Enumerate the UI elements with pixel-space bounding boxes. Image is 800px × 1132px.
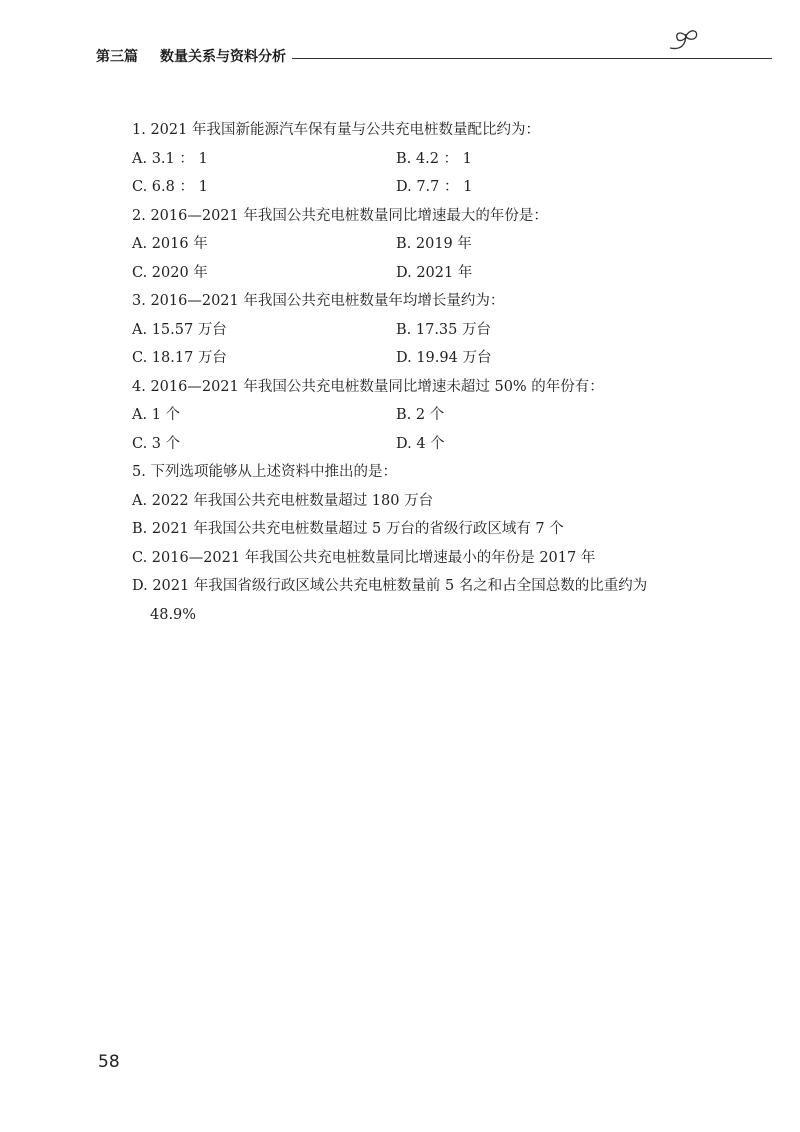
option-b: B. 2021 年我国公共充电桩数量超过 5 万台的省级行政区域有 7 个 bbox=[132, 521, 564, 537]
option-b: B. 4.2 ： 1 bbox=[396, 150, 472, 167]
page-number: 58 bbox=[98, 1052, 120, 1072]
section-label: 第三篇 bbox=[96, 49, 138, 65]
option-d: D. 2021 年我国省级行政区域公共充电桩数量前 5 名之和占全国总数的比重约为 bbox=[132, 578, 648, 594]
question-2 bbox=[132, 202, 712, 288]
option-c: C. 2016—2021 年我国公共充电桩数量同比增速最小的年份是 2017 年 bbox=[132, 549, 596, 566]
sprout-icon bbox=[666, 28, 702, 60]
question-stem: 1. 2021 年我国新能源汽车保有量与公共充电桩数量配比约为： bbox=[132, 122, 540, 138]
option-d: D. 7.7 ： 1 bbox=[396, 179, 473, 195]
option-c: C. 3 个 bbox=[132, 435, 181, 452]
option-c: C. 18.17 万台 bbox=[132, 350, 227, 366]
option-d: D. 2021 年 bbox=[396, 264, 473, 281]
option-c: C. 6.8 ： 1 bbox=[132, 179, 208, 195]
question-stem: 5. 下列选项能够从上述资料中推出的是： bbox=[132, 464, 397, 480]
option-b: B. 17.35 万台 bbox=[396, 321, 491, 338]
question-4 bbox=[132, 373, 712, 459]
chapter-title: 数量关系与资料分析 bbox=[160, 49, 286, 65]
question-stem: 4. 2016—2021 年我国公共充电桩数量同比增速未超过 50% 的年份有： bbox=[132, 378, 604, 395]
running-header bbox=[96, 40, 706, 68]
question-list bbox=[132, 116, 712, 629]
question-5 bbox=[132, 458, 712, 629]
option-a: A. 1 个 bbox=[132, 407, 181, 423]
option-c: C. 2020 年 bbox=[132, 264, 208, 281]
option-d: D. 4 个 bbox=[396, 435, 445, 452]
option-a: A. 2016 年 bbox=[132, 236, 208, 252]
option-a: A. 2022 年我国公共充电桩数量超过 180 万台 bbox=[132, 492, 434, 509]
option-d: D. 19.94 万台 bbox=[396, 350, 492, 366]
question-3 bbox=[132, 287, 712, 373]
option-a: A. 15.57 万台 bbox=[132, 321, 227, 338]
question-1 bbox=[132, 116, 712, 202]
question-stem: 3. 2016—2021 年我国公共充电桩数量年均增长量约为： bbox=[132, 293, 505, 309]
option-d-continuation: 48.9% bbox=[150, 606, 197, 623]
option-a: A. 3.1 ： 1 bbox=[132, 150, 208, 167]
option-b: B. 2019 年 bbox=[396, 236, 472, 252]
question-stem: 2. 2016—2021 年我国公共充电桩数量同比增速最大的年份是： bbox=[132, 207, 548, 224]
option-b: B. 2 个 bbox=[396, 407, 445, 423]
